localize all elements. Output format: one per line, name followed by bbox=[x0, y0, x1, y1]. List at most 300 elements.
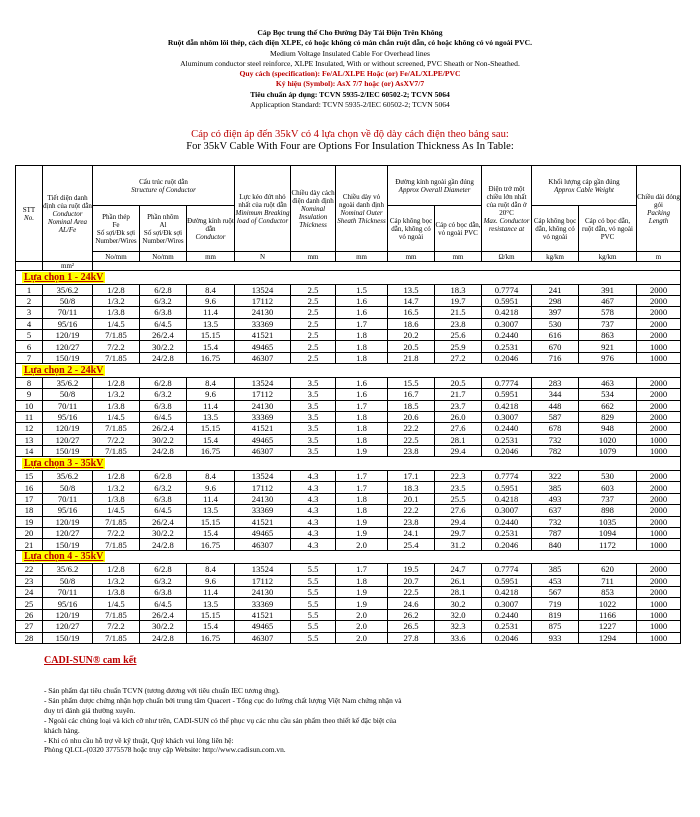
table-cell: 1.5 bbox=[336, 284, 388, 295]
table-cell: 2000 bbox=[637, 586, 681, 597]
table-row bbox=[16, 564, 681, 575]
table-cell: 4.3 bbox=[291, 516, 336, 527]
footer-brand bbox=[44, 650, 136, 668]
table-cell: 737 bbox=[579, 318, 637, 329]
table-cell: 24/2.8 bbox=[140, 632, 187, 643]
table-cell: 49465 bbox=[235, 527, 291, 538]
table-cell: 8 bbox=[16, 377, 43, 388]
table-cell: 0.2440 bbox=[482, 330, 532, 341]
table-cell: 2000 bbox=[637, 575, 681, 586]
table-cell: 10 bbox=[16, 400, 43, 411]
table-cell: 4.3 bbox=[291, 539, 336, 550]
table-cell: 25.9 bbox=[435, 341, 482, 352]
table-cell: 0.3007 bbox=[482, 505, 532, 516]
group-label: Lựa chọn 3 - 35kV bbox=[24, 458, 104, 470]
table-cell: 32.0 bbox=[435, 609, 482, 620]
col-area-vi: Tiết diện danh định của ruột dẫn bbox=[43, 193, 92, 210]
table-cell: 150/19 bbox=[43, 539, 93, 550]
table-cell: 0.2531 bbox=[482, 621, 532, 632]
col-ins-en: Nominal Insulation Thickness bbox=[298, 204, 328, 229]
table-cell: 6/4.5 bbox=[140, 411, 187, 422]
table-cell: 616 bbox=[532, 330, 579, 341]
table-cell: 14 bbox=[16, 446, 43, 457]
table-cell: 9.6 bbox=[187, 575, 235, 586]
table-cell: 6/3.8 bbox=[140, 400, 187, 411]
table-cell: 20.7 bbox=[388, 575, 435, 586]
table-cell: 24 bbox=[16, 586, 43, 597]
table-cell: 28.1 bbox=[435, 586, 482, 597]
table-cell: 30/2.2 bbox=[140, 527, 187, 538]
table-cell: 241 bbox=[532, 284, 579, 295]
table-cell: 9.6 bbox=[187, 482, 235, 493]
table-cell: 25.4 bbox=[388, 539, 435, 550]
table-cell: 0.3007 bbox=[482, 598, 532, 609]
col-area-en: Conductor Nominal Area AL/Fe bbox=[47, 209, 88, 234]
table-cell: 16 bbox=[16, 482, 43, 493]
table-row bbox=[16, 434, 681, 445]
table-cell: 25 bbox=[16, 598, 43, 609]
table-cell: 5.5 bbox=[291, 621, 336, 632]
subtitle-en: For 35kV Cable With Four are Options For Insulation Thickness As In Table: bbox=[186, 141, 514, 152]
table-cell: 6/2.8 bbox=[140, 377, 187, 388]
table-row bbox=[16, 389, 681, 400]
table-cell: 13524 bbox=[235, 564, 291, 575]
table-cell: 22.5 bbox=[388, 586, 435, 597]
table-cell: 0.2440 bbox=[482, 516, 532, 527]
table-cell: 22.5 bbox=[388, 434, 435, 445]
table-cell: 397 bbox=[532, 307, 579, 318]
table-cell: 150/19 bbox=[43, 352, 93, 363]
table-cell: 24/2.8 bbox=[140, 446, 187, 457]
table-row bbox=[16, 516, 681, 527]
table-cell: 0.2440 bbox=[482, 609, 532, 620]
table-cell: 24/2.8 bbox=[140, 539, 187, 550]
table-row bbox=[16, 295, 681, 306]
col-alu-sub: Số sợi/Đk sợi Number/Wires bbox=[142, 228, 184, 245]
table-cell: 493 bbox=[532, 493, 579, 504]
table-cell: 6/4.5 bbox=[140, 318, 187, 329]
table-cell: 567 bbox=[532, 586, 579, 597]
col-wt-a: Cáp không bọc dẫn, không có vỏ ngoài bbox=[532, 206, 579, 252]
group-row bbox=[16, 364, 681, 378]
table-cell: 391 bbox=[579, 284, 637, 295]
table-cell: 26 bbox=[16, 609, 43, 620]
table-cell: 1/2.8 bbox=[93, 377, 140, 388]
table-cell: 24130 bbox=[235, 400, 291, 411]
unit-wt-b: kg/km bbox=[579, 252, 637, 262]
table-cell: 23.8 bbox=[388, 446, 435, 457]
col-structure-en: Structure of Conductor bbox=[131, 185, 196, 194]
table-cell: 26/2.4 bbox=[140, 516, 187, 527]
unit-od-b: mm bbox=[435, 252, 482, 262]
table-cell: 13524 bbox=[235, 284, 291, 295]
table-cell: 150/19 bbox=[43, 632, 93, 643]
table-row bbox=[16, 446, 681, 457]
table-cell: 0.7774 bbox=[482, 564, 532, 575]
footer-note: duy trì đánh giá thường xuyên. bbox=[44, 705, 136, 715]
table-cell: 19 bbox=[16, 516, 43, 527]
table-row bbox=[16, 505, 681, 516]
table-cell: 28.1 bbox=[435, 434, 482, 445]
table-cell: 1.7 bbox=[336, 564, 388, 575]
table-cell: 530 bbox=[579, 470, 637, 481]
table-cell: 1.8 bbox=[336, 434, 388, 445]
header-line-3: Medium Voltage Insulated Cable For Overhead lines bbox=[270, 48, 430, 58]
table-cell: 2.0 bbox=[336, 539, 388, 550]
table-cell: 7/2.2 bbox=[93, 621, 140, 632]
table-cell: 7/1.85 bbox=[93, 352, 140, 363]
table-cell: 2000 bbox=[637, 284, 681, 295]
table-cell: 70/11 bbox=[43, 400, 93, 411]
table-cell: 11.4 bbox=[187, 493, 235, 504]
table-cell: 8.4 bbox=[187, 377, 235, 388]
table-cell: 15.15 bbox=[187, 516, 235, 527]
unit-len: m bbox=[637, 252, 681, 262]
table-cell: 6/3.2 bbox=[140, 482, 187, 493]
col-res-vi: Điện trở một chiều lớn nhất của ruột dẫn ở 20°C bbox=[486, 184, 527, 217]
footer-note: Phòng QLCL-(0320 3775578 hoặc truy cập Website: http://www.cadisun.com.vn. bbox=[44, 745, 286, 755]
table-cell: 829 bbox=[579, 411, 637, 422]
table-cell: 6/4.5 bbox=[140, 598, 187, 609]
table-cell: 1022 bbox=[579, 598, 637, 609]
table-cell: 7/2.2 bbox=[93, 341, 140, 352]
table-cell: 25.5 bbox=[435, 493, 482, 504]
table-cell: 662 bbox=[579, 400, 637, 411]
col-dia-vi: Đường kính ruột dẫn bbox=[187, 216, 234, 233]
table-cell: 7 bbox=[16, 352, 43, 363]
table-cell: 19.5 bbox=[388, 564, 435, 575]
footer-note: - Sản phẩm đạt tiêu chuẩn TCVN (tương đương với tiêu chuẩn IEC tương ứng). bbox=[44, 686, 280, 695]
table-cell: 2.5 bbox=[291, 284, 336, 295]
table-cell: 1.8 bbox=[336, 505, 388, 516]
header-line-4: Aluminum conductor steel reinforce, XLPE Insulated, With or without screened, PVC Sheath or Non-Sheathed. bbox=[180, 58, 520, 68]
footer-note: - Sản phẩm được chứng nhận hợp chuẩn bởi trung tâm Quacert - Tổng cục đo lường chất lượng Việt Nam chứng nhận và bbox=[44, 695, 402, 705]
table-cell: 13.5 bbox=[388, 284, 435, 295]
table-cell: 1/3.2 bbox=[93, 482, 140, 493]
table-cell: 1/4.5 bbox=[93, 505, 140, 516]
table-cell: 1.6 bbox=[336, 377, 388, 388]
table-cell: 20.1 bbox=[388, 493, 435, 504]
table-row bbox=[16, 352, 681, 363]
table-cell: 15 bbox=[16, 470, 43, 481]
unit-wt-a: kg/km bbox=[532, 252, 579, 262]
table-cell: 24.1 bbox=[388, 527, 435, 538]
table-cell: 17112 bbox=[235, 575, 291, 586]
table-cell: 22.3 bbox=[435, 470, 482, 481]
col-wt-b: Cáp có bọc dẫn, ruột dẫn, vỏ ngoài PVC bbox=[579, 206, 637, 252]
table-cell: 5.5 bbox=[291, 632, 336, 643]
table-cell: 6/2.8 bbox=[140, 564, 187, 575]
table-cell: 1000 bbox=[637, 539, 681, 550]
table-cell: 4.3 bbox=[291, 527, 336, 538]
table-cell: 15.4 bbox=[187, 341, 235, 352]
table-cell: 1/3.2 bbox=[93, 575, 140, 586]
table-cell: 17 bbox=[16, 493, 43, 504]
table-row bbox=[16, 586, 681, 597]
table-cell: 7/1.85 bbox=[93, 330, 140, 341]
table-cell: 120/19 bbox=[43, 609, 93, 620]
table-cell: 6/3.2 bbox=[140, 575, 187, 586]
table-cell: 5.5 bbox=[291, 564, 336, 575]
table-cell: 0.5951 bbox=[482, 389, 532, 400]
table-cell: 2000 bbox=[637, 411, 681, 422]
table-cell: 26.2 bbox=[388, 609, 435, 620]
table-row bbox=[16, 621, 681, 632]
table-cell: 11.4 bbox=[187, 400, 235, 411]
table-cell: 3.5 bbox=[291, 411, 336, 422]
group-cell bbox=[16, 271, 681, 285]
table-cell: 0.2046 bbox=[482, 352, 532, 363]
table-cell: 120/27 bbox=[43, 621, 93, 632]
col-od-vi: Đường kính ngoài gần đúng bbox=[395, 177, 474, 186]
table-cell: 46307 bbox=[235, 632, 291, 643]
table-cell: 26.0 bbox=[435, 411, 482, 422]
group-label: Lựa chọn 2 - 24kV bbox=[24, 364, 104, 376]
table-cell: 283 bbox=[532, 377, 579, 388]
table-cell: 637 bbox=[532, 505, 579, 516]
table-cell: 1/2.8 bbox=[93, 470, 140, 481]
col-alu bbox=[140, 206, 187, 252]
table-cell: 0.5951 bbox=[482, 482, 532, 493]
unit-alu: No/mm bbox=[140, 252, 187, 262]
table-cell: 0.7774 bbox=[482, 284, 532, 295]
table-cell: 33369 bbox=[235, 598, 291, 609]
table-cell: 120/19 bbox=[43, 330, 93, 341]
table-cell: 6/2.8 bbox=[140, 284, 187, 295]
table-cell: 9.6 bbox=[187, 389, 235, 400]
table-row bbox=[16, 482, 681, 493]
table-row bbox=[16, 632, 681, 643]
table-cell: 1035 bbox=[579, 516, 637, 527]
table-cell: 0.3007 bbox=[482, 318, 532, 329]
table-cell: 21.7 bbox=[435, 389, 482, 400]
table-cell: 1.6 bbox=[336, 307, 388, 318]
footer-note: - Khi có nhu cầu hỗ trợ về kỹ thuật, Quý khách vui lòng liên hệ: bbox=[44, 735, 234, 745]
table-cell: 603 bbox=[579, 482, 637, 493]
table-row bbox=[16, 609, 681, 620]
table-cell: 49465 bbox=[235, 341, 291, 352]
table-cell: 120/27 bbox=[43, 527, 93, 538]
table-cell: 1166 bbox=[579, 609, 637, 620]
table-cell: 863 bbox=[579, 330, 637, 341]
unit-ins: mm bbox=[291, 252, 336, 262]
table-cell: 70/11 bbox=[43, 307, 93, 318]
table-cell: 322 bbox=[532, 470, 579, 481]
table-cell: 11.4 bbox=[187, 586, 235, 597]
table-cell: 20.5 bbox=[435, 377, 482, 388]
table-cell: 1.8 bbox=[336, 423, 388, 434]
table-cell: 2000 bbox=[637, 516, 681, 527]
col-res bbox=[482, 166, 532, 252]
table-cell: 41521 bbox=[235, 609, 291, 620]
table-cell: 2000 bbox=[637, 307, 681, 318]
table-row bbox=[16, 575, 681, 586]
table-cell: 1000 bbox=[637, 527, 681, 538]
table-row bbox=[16, 493, 681, 504]
table-cell: 12 bbox=[16, 423, 43, 434]
table-cell: 1000 bbox=[637, 609, 681, 620]
document-header bbox=[0, 0, 700, 110]
table-cell: 1000 bbox=[637, 632, 681, 643]
table-cell: 467 bbox=[579, 295, 637, 306]
table-cell: 2.5 bbox=[291, 352, 336, 363]
table-cell: 22.2 bbox=[388, 505, 435, 516]
table-cell: 6/4.5 bbox=[140, 505, 187, 516]
table-cell: 670 bbox=[532, 341, 579, 352]
table-cell: 0.2531 bbox=[482, 527, 532, 538]
table-cell: 1094 bbox=[579, 527, 637, 538]
table-cell: 150/19 bbox=[43, 446, 93, 457]
table-cell: 32.3 bbox=[435, 621, 482, 632]
unit-steel: No/mm bbox=[93, 252, 140, 262]
table-cell: 9 bbox=[16, 389, 43, 400]
table-cell: 41521 bbox=[235, 423, 291, 434]
table-cell: 26/2.4 bbox=[140, 423, 187, 434]
table-cell: 9.6 bbox=[187, 295, 235, 306]
table-cell: 898 bbox=[579, 505, 637, 516]
table-cell: 787 bbox=[532, 527, 579, 538]
table-cell: 4 bbox=[16, 318, 43, 329]
table-cell: 1.7 bbox=[336, 482, 388, 493]
col-sheath-en: Nominal Outer Sheath Thickness bbox=[337, 208, 386, 225]
table-cell: 17112 bbox=[235, 389, 291, 400]
table-cell: 3.5 bbox=[291, 377, 336, 388]
table-cell: 70/11 bbox=[43, 493, 93, 504]
table-cell: 26/2.4 bbox=[140, 330, 187, 341]
table-cell: 22 bbox=[16, 564, 43, 575]
table-cell: 875 bbox=[532, 621, 579, 632]
table-cell: 0.2440 bbox=[482, 423, 532, 434]
table-cell: 13 bbox=[16, 434, 43, 445]
table-cell: 716 bbox=[532, 352, 579, 363]
table-cell: 2000 bbox=[637, 389, 681, 400]
table-row bbox=[16, 330, 681, 341]
table-cell: 530 bbox=[532, 318, 579, 329]
table-cell: 1000 bbox=[637, 446, 681, 457]
table-cell: 0.2046 bbox=[482, 632, 532, 643]
header-line-5: Quy cách (specification): Fe/AL/XLPE Hoặc (or) Fe/AL/XLPE/PVC bbox=[239, 69, 461, 79]
table-cell: 0.4218 bbox=[482, 493, 532, 504]
col-od-en: Approx Overall Diameter bbox=[398, 185, 471, 194]
table-cell: 49465 bbox=[235, 434, 291, 445]
col-steel-en: Fe bbox=[112, 220, 120, 229]
group-cell bbox=[16, 550, 681, 564]
table-cell: 782 bbox=[532, 446, 579, 457]
table-cell: 2.5 bbox=[291, 318, 336, 329]
table-row bbox=[16, 598, 681, 609]
table-cell: 0.2531 bbox=[482, 434, 532, 445]
table-cell: 27.6 bbox=[435, 505, 482, 516]
table-head bbox=[16, 166, 681, 271]
table-cell: 0.4218 bbox=[482, 586, 532, 597]
table-cell: 948 bbox=[579, 423, 637, 434]
table-cell: 7/1.85 bbox=[93, 446, 140, 457]
table-cell: 2.5 bbox=[291, 307, 336, 318]
table-cell: 15.4 bbox=[187, 434, 235, 445]
table-cell: 16.7 bbox=[388, 389, 435, 400]
table-cell: 120/19 bbox=[43, 423, 93, 434]
table-cell: 23.8 bbox=[388, 516, 435, 527]
table-cell: 1000 bbox=[637, 341, 681, 352]
table-cell: 7/2.2 bbox=[93, 434, 140, 445]
table-cell: 16.75 bbox=[187, 632, 235, 643]
col-dia bbox=[187, 206, 235, 252]
table-cell: 33369 bbox=[235, 505, 291, 516]
header-spacer bbox=[93, 262, 681, 271]
table-cell: 35/6.2 bbox=[43, 470, 93, 481]
table-cell: 0.7774 bbox=[482, 470, 532, 481]
table-cell: 453 bbox=[532, 575, 579, 586]
table-cell: 15.4 bbox=[187, 621, 235, 632]
table-cell: 2.5 bbox=[291, 330, 336, 341]
table-cell: 1000 bbox=[637, 352, 681, 363]
table-cell: 587 bbox=[532, 411, 579, 422]
table-cell: 14.7 bbox=[388, 295, 435, 306]
table-cell: 3.5 bbox=[291, 389, 336, 400]
footer-notes bbox=[44, 686, 402, 755]
table-cell: 1227 bbox=[579, 621, 637, 632]
brand-commitment: CADI-SUN® cam kết bbox=[44, 655, 137, 666]
table-cell: 5.5 bbox=[291, 609, 336, 620]
table-cell: 3.5 bbox=[291, 400, 336, 411]
table-cell: 1000 bbox=[637, 621, 681, 632]
table-cell: 6/2.8 bbox=[140, 470, 187, 481]
col-dia-en: Conductor bbox=[195, 232, 226, 241]
header-line-7: Tiêu chuẩn áp dụng: TCVN 5935-2/IEC 60502-2; TCVN 5064 bbox=[250, 89, 450, 99]
col-break-en: Minimum Breaking load of Conductor bbox=[235, 208, 290, 225]
table-cell: 3.5 bbox=[291, 434, 336, 445]
table-cell: 20.2 bbox=[388, 330, 435, 341]
table-cell: 1/3.8 bbox=[93, 493, 140, 504]
col-ins bbox=[291, 166, 336, 252]
col-length bbox=[637, 166, 681, 252]
table-cell: 1.8 bbox=[336, 352, 388, 363]
table-cell: 1/4.5 bbox=[93, 318, 140, 329]
col-area bbox=[43, 166, 93, 262]
table-cell: 711 bbox=[579, 575, 637, 586]
table-cell: 26.5 bbox=[388, 621, 435, 632]
col-length-vi: Chiều dài đóng gói bbox=[637, 192, 680, 209]
table-cell: 921 bbox=[579, 341, 637, 352]
table-cell: 1294 bbox=[579, 632, 637, 643]
table-cell: 344 bbox=[532, 389, 579, 400]
table-cell: 27.8 bbox=[388, 632, 435, 643]
table-cell: 4.3 bbox=[291, 470, 336, 481]
table-row bbox=[16, 284, 681, 295]
table-cell: 6/3.8 bbox=[140, 307, 187, 318]
table-cell: 1/3.8 bbox=[93, 586, 140, 597]
table-cell: 1/4.5 bbox=[93, 411, 140, 422]
table-cell: 29.4 bbox=[435, 446, 482, 457]
table-cell: 18.3 bbox=[435, 284, 482, 295]
table-cell: 20 bbox=[16, 527, 43, 538]
table-cell: 21 bbox=[16, 539, 43, 550]
table-cell: 7/1.85 bbox=[93, 609, 140, 620]
table-cell: 1.7 bbox=[336, 318, 388, 329]
table-cell: 2000 bbox=[637, 423, 681, 434]
table-cell: 120/19 bbox=[43, 516, 93, 527]
table-cell: 2 bbox=[16, 295, 43, 306]
table-cell: 120/27 bbox=[43, 341, 93, 352]
header-line-2: Ruột dẫn nhôm lõi thép, cách điện XLPE, có hoặc không có màn chắn ruột dẫn, có hoặc không có vỏ ngoài PVC. bbox=[167, 38, 533, 48]
table-cell: 3.5 bbox=[291, 423, 336, 434]
table-cell: 1.9 bbox=[336, 586, 388, 597]
table-cell: 298 bbox=[532, 295, 579, 306]
table-cell: 11.4 bbox=[187, 307, 235, 318]
table-cell: 2000 bbox=[637, 470, 681, 481]
table-cell: 0.2531 bbox=[482, 341, 532, 352]
cable-spec-table bbox=[15, 165, 681, 644]
